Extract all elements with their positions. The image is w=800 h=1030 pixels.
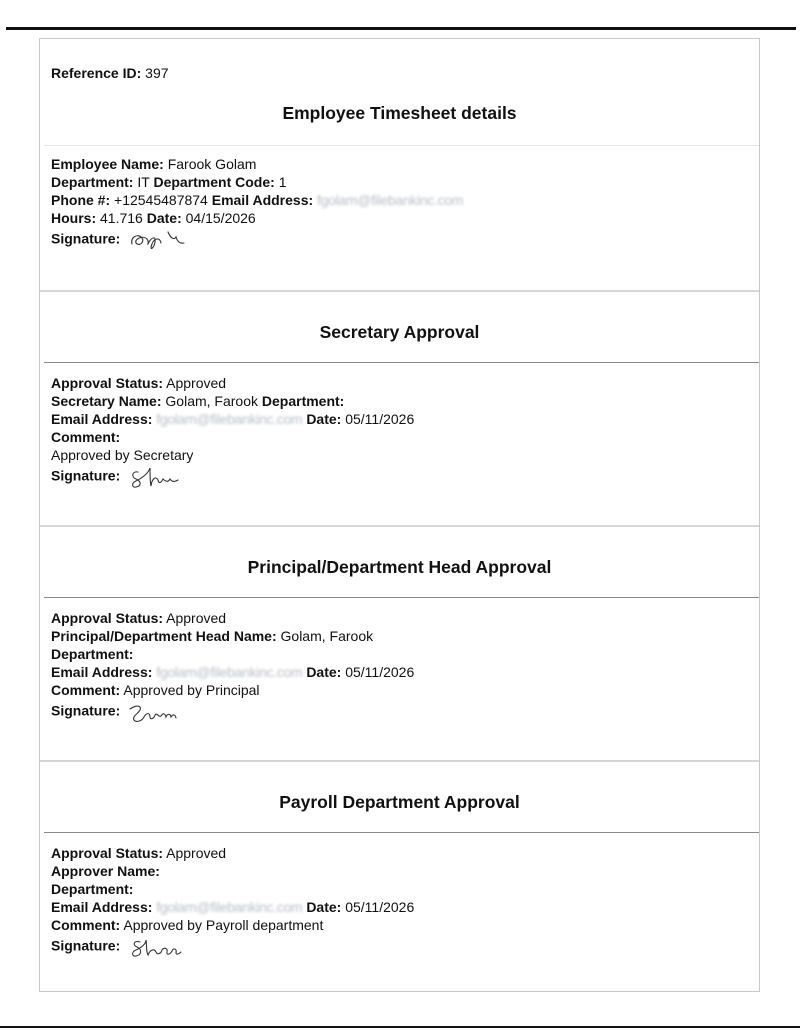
secretary-email-label: Email Address: xyxy=(51,411,153,427)
secretary-comment-value: Approved by Secretary xyxy=(51,447,194,463)
department-code-value: 1 xyxy=(278,174,287,190)
employee-section-title: Employee Timesheet details xyxy=(282,103,517,123)
bottom-rule xyxy=(0,1026,800,1028)
principal-name-label: Principal/Department Head Name: xyxy=(51,628,277,644)
signature-row xyxy=(51,227,463,245)
employee-name-value: Farook Golam xyxy=(167,156,257,172)
date-value: 04/15/2026 xyxy=(185,210,256,226)
payroll-comment-value: Approved by Payroll department xyxy=(123,917,324,933)
principal-section-divider xyxy=(44,597,759,598)
secretary-comment-label-row xyxy=(51,428,414,446)
principal-status-value: Approved xyxy=(166,610,227,626)
department-value: IT xyxy=(137,174,150,190)
department-code-label: Department Code: xyxy=(153,174,275,190)
principal-comment-label: Comment: xyxy=(51,682,121,698)
payroll-name-row xyxy=(51,862,414,880)
secretary-section-divider xyxy=(44,362,759,363)
payroll-comment-row xyxy=(51,916,414,934)
payroll-section-title: Payroll Department Approval xyxy=(279,792,520,812)
timesheet-document xyxy=(39,38,760,992)
employee-name-label: Employee Name: xyxy=(51,156,164,172)
secretary-comment-label: Comment: xyxy=(51,429,121,445)
principal-date-value: 05/11/2026 xyxy=(345,664,415,680)
principal-status-label: Approval Status: xyxy=(51,610,164,626)
payroll-status-row xyxy=(51,844,414,862)
secretary-name-value: Golam, Farook xyxy=(165,393,258,409)
payroll-section xyxy=(40,760,759,991)
payroll-status-value: Approved xyxy=(166,845,227,861)
principal-email-value-redacted: fgolam@filebankinc.com xyxy=(156,664,303,680)
payroll-fields xyxy=(51,844,414,952)
payroll-email-value-redacted: fgolam@filebankinc.com xyxy=(156,899,303,915)
secretary-date-value: 05/11/2026 xyxy=(345,411,415,427)
secretary-email-row xyxy=(51,410,414,428)
employee-signature xyxy=(128,227,206,253)
secretary-signature-row xyxy=(51,464,414,482)
payroll-comment-label: Comment: xyxy=(51,917,121,933)
principal-signature-row xyxy=(51,699,414,717)
principal-section-title: Principal/Department Head Approval xyxy=(247,557,552,577)
secretary-signature xyxy=(128,464,206,490)
phone-label: Phone #: xyxy=(51,192,111,208)
hours-label: Hours: xyxy=(51,210,97,226)
principal-department-row xyxy=(51,645,414,663)
payroll-email-row xyxy=(51,898,414,916)
secretary-section-title: Secretary Approval xyxy=(319,322,480,342)
email-label: Email Address: xyxy=(211,192,314,208)
payroll-date-value: 05/11/2026 xyxy=(345,899,415,915)
secretary-status-row xyxy=(51,374,414,392)
hours-row xyxy=(51,209,463,227)
employee-section-divider xyxy=(44,145,759,146)
principal-section xyxy=(40,525,759,760)
secretary-department-label: Department: xyxy=(261,393,345,409)
payroll-section-divider xyxy=(44,832,759,833)
secretary-status-value: Approved xyxy=(166,375,227,391)
phone-value: +12545487874 xyxy=(114,192,208,208)
department-label: Department: xyxy=(51,174,134,190)
employee-name-row xyxy=(51,155,463,173)
payroll-department-label: Department: xyxy=(51,881,134,897)
secretary-section xyxy=(40,290,759,525)
secretary-email-value-redacted: fgolam@filebankinc.com xyxy=(156,411,303,427)
payroll-signature xyxy=(128,934,206,960)
principal-status-row xyxy=(51,609,414,627)
principal-signature-label: Signature: xyxy=(51,702,121,719)
reference-id-label: Reference ID: xyxy=(51,65,142,81)
reference-id-value: 397 xyxy=(145,65,169,81)
signature-label: Signature: xyxy=(51,230,121,247)
email-value-redacted: fgolam@filebankinc.com xyxy=(317,192,464,208)
principal-date-label: Date: xyxy=(306,664,342,680)
top-rule xyxy=(6,27,796,30)
employee-section xyxy=(40,39,759,290)
payroll-email-label: Email Address: xyxy=(51,899,153,915)
payroll-department-row xyxy=(51,880,414,898)
secretary-name-row xyxy=(51,392,414,410)
payroll-signature-label: Signature: xyxy=(51,937,121,954)
hours-value: 41.716 xyxy=(100,210,143,226)
principal-name-row xyxy=(51,627,414,645)
payroll-signature-row xyxy=(51,934,414,952)
secretary-status-label: Approval Status: xyxy=(51,375,164,391)
department-row xyxy=(51,173,463,191)
principal-comment-row xyxy=(51,681,414,699)
principal-name-value: Golam, Farook xyxy=(280,628,374,644)
employee-fields xyxy=(51,155,463,245)
principal-signature xyxy=(128,699,206,725)
payroll-status-label: Approval Status: xyxy=(51,845,164,861)
secretary-comment-row xyxy=(51,446,414,464)
payroll-date-label: Date: xyxy=(306,899,342,915)
secretary-date-label: Date: xyxy=(306,411,342,427)
secretary-name-label: Secretary Name: xyxy=(51,393,162,409)
contact-row xyxy=(51,191,463,209)
principal-email-label: Email Address: xyxy=(51,664,153,680)
principal-fields xyxy=(51,609,414,717)
payroll-name-label: Approver Name: xyxy=(51,863,160,879)
principal-comment-value: Approved by Principal xyxy=(123,682,260,698)
secretary-fields xyxy=(51,374,414,482)
date-label: Date: xyxy=(146,210,182,226)
principal-email-row xyxy=(51,663,414,681)
secretary-signature-label: Signature: xyxy=(51,467,121,484)
reference-id xyxy=(51,65,169,81)
principal-department-label: Department: xyxy=(51,646,134,662)
